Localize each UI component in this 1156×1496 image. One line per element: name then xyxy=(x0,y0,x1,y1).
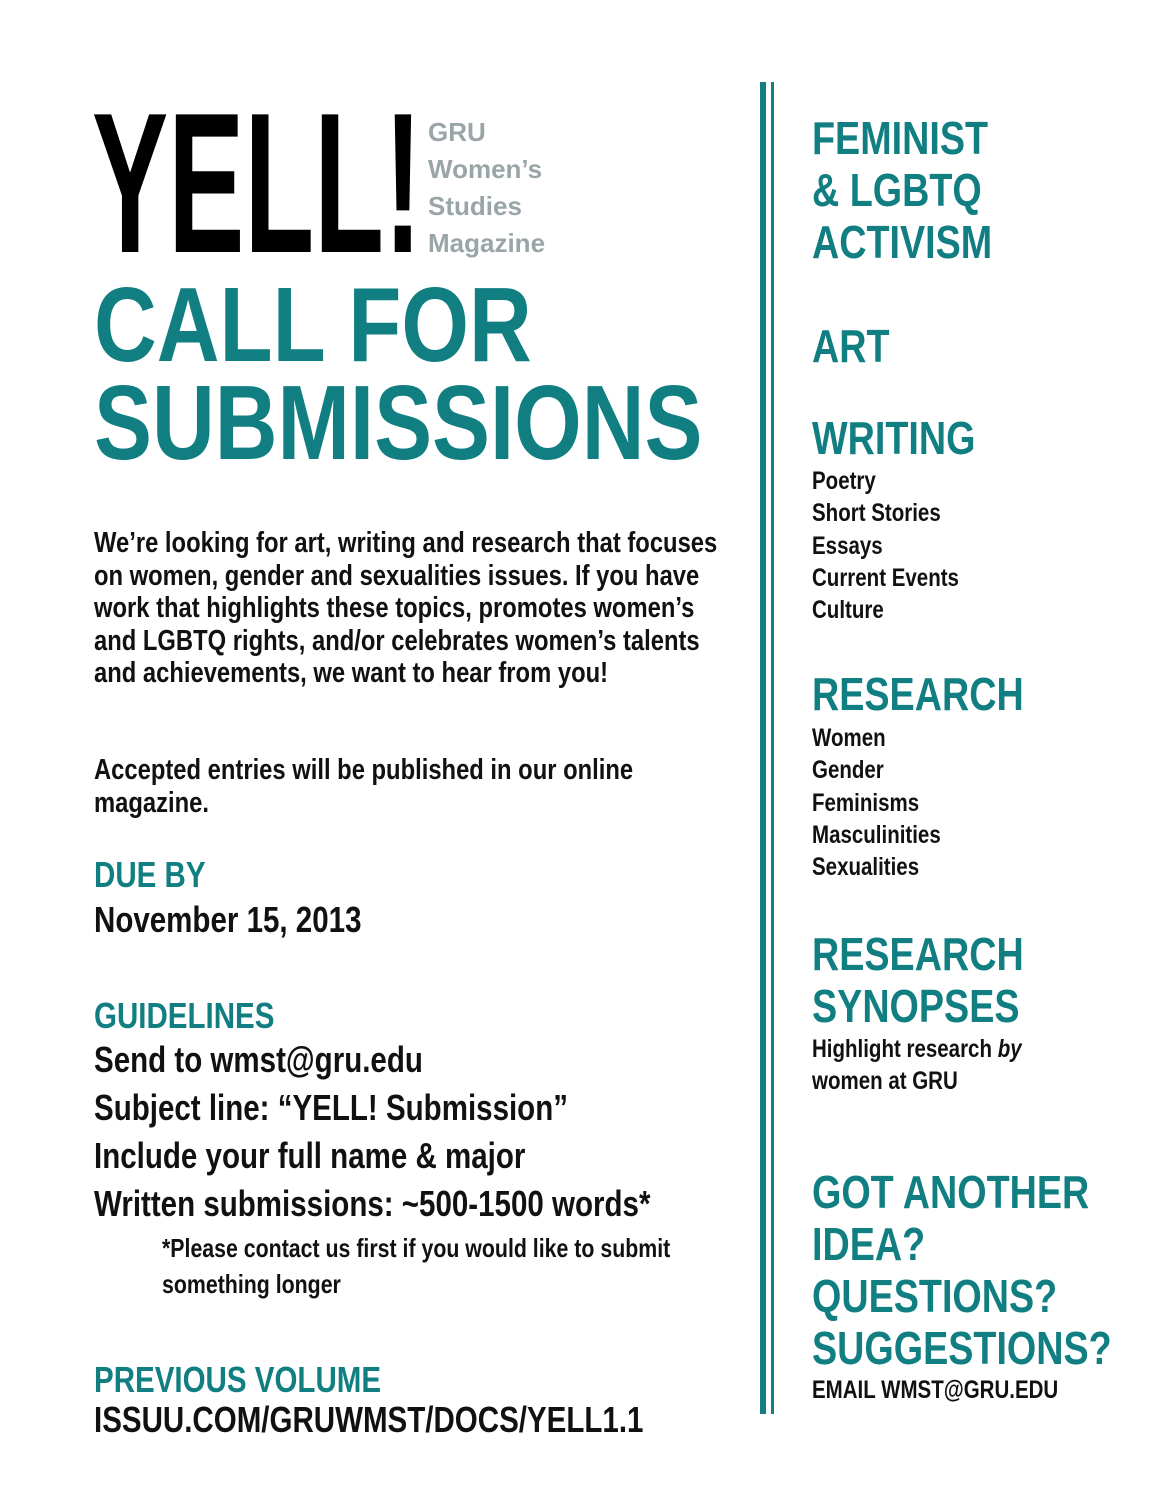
writing-list xyxy=(812,465,959,626)
publisher-line: Studies xyxy=(428,191,522,221)
research-heading: RESEARCH xyxy=(812,668,1024,720)
contact-line: IDEA? xyxy=(812,1218,926,1270)
research-item: Masculinities xyxy=(812,820,941,849)
headline-line: CALL FOR xyxy=(94,266,532,384)
publisher-block xyxy=(428,114,588,262)
activism-line: & LGBTQ xyxy=(812,164,982,216)
publisher-line: Women’s xyxy=(428,154,543,184)
synopses-text xyxy=(812,1033,1022,1098)
synopses-line: RESEARCH xyxy=(812,928,1024,980)
guideline-item: Subject line: “YELL! Submission” xyxy=(94,1087,569,1128)
guideline-item: Send to wmst@gru.edu xyxy=(94,1039,423,1080)
due-date: November 15, 2013 xyxy=(94,899,362,940)
publisher-line: GRU xyxy=(428,117,486,147)
contact-line: QUESTIONS? xyxy=(812,1270,1058,1322)
previous-link[interactable]: ISSUU.COM/GRUWMST/DOCS/YELL1.1 xyxy=(94,1399,644,1440)
guideline-item: Include your full name & major xyxy=(94,1135,526,1176)
due-heading: DUE BY xyxy=(94,854,206,895)
synopses-line2: women at GRU xyxy=(812,1067,958,1096)
contact-line: GOT ANOTHER xyxy=(812,1166,1090,1218)
publisher-line: Magazine xyxy=(428,228,546,258)
research-item: Women xyxy=(812,724,886,752)
divider-bar xyxy=(760,82,766,1414)
art-heading: ART xyxy=(812,320,890,372)
research-item: Sexualities xyxy=(812,853,920,882)
writing-item: Current Events xyxy=(812,563,959,592)
headline-line: SUBMISSIONS xyxy=(94,364,703,482)
writing-heading: WRITING xyxy=(812,412,976,464)
guideline-item: Written submissions: ~500-1500 words* xyxy=(94,1183,651,1224)
previous-heading: PREVIOUS VOLUME xyxy=(94,1359,382,1400)
contact-line: SUGGESTIONS? xyxy=(812,1322,1112,1374)
research-item: Gender xyxy=(812,756,884,785)
intro-paragraph: We’re looking for art, writing and research that focuses on women, gender and sexualities issues. If you have work that highlights these topics, promotes women’s and LGBTQ rights, and/or celebrates women’s talents and achievements, we want to hear from you! xyxy=(94,527,718,689)
guidelines-note: *Please contact us first if you would like to submit something longer xyxy=(162,1233,671,1299)
research-item: Feminisms xyxy=(812,788,920,817)
yell-logo-art xyxy=(92,96,427,266)
yell-logo xyxy=(92,96,427,266)
research-list xyxy=(812,722,941,883)
writing-item: Poetry xyxy=(812,467,876,495)
contact-heading xyxy=(812,1166,1112,1374)
synopses-heading xyxy=(812,928,1024,1032)
synopses-line1-em: by xyxy=(997,1035,1022,1063)
yell-logo-text: YELL! xyxy=(92,96,422,266)
writing-item: Culture xyxy=(812,596,884,625)
activism-heading xyxy=(812,112,992,268)
contact-email[interactable]: EMAIL WMST@GRU.EDU xyxy=(812,1376,1059,1404)
accepted-paragraph: Accepted entries will be published in our online magazine. xyxy=(94,754,634,819)
divider-bar-thin xyxy=(771,82,774,1414)
synopses-line: SYNOPSES xyxy=(812,980,1020,1032)
activism-line: ACTIVISM xyxy=(812,216,993,268)
headline xyxy=(94,266,703,482)
guidelines-heading: GUIDELINES xyxy=(94,995,275,1036)
writing-item: Short Stories xyxy=(812,499,941,528)
activism-line: FEMINIST xyxy=(812,112,989,164)
synopses-line1-pre: Highlight research xyxy=(812,1035,998,1063)
writing-item: Essays xyxy=(812,531,883,560)
synopses-line1 xyxy=(812,1033,1022,1065)
